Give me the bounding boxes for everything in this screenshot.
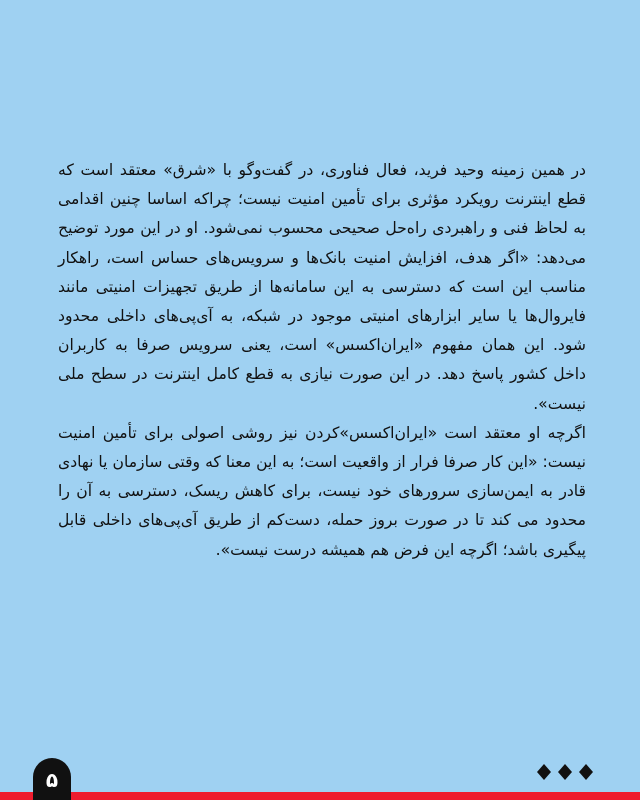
page-number: ۵ xyxy=(45,768,59,792)
footer-accent-bar xyxy=(0,792,640,800)
article-paragraph-1: در همین زمینه وحید فرید، فعال فناوری، در گفت‌وگو با «شرق» معتقد است که قطع اینترنت رویکرد مؤثری برای تأمین امنیت نیست؛ چراکه اساسا چنین اقدامی به لحاظ فنی و راهبردی راه‌حل صحیحی محسوب نمی‌شود. او در این مورد توضیح می‌دهد: «اگر هدف، افزایش امنیت بانک‌ها و سرویس‌های حساس است، راهکار مناسب این است که دسترسی به این سامانه‌ها از طریق تجهیزات امنیتی مانند فایروال‌ها یا سایر ابزارهای امنیتی موجود در شبکه، به آی‌پی‌های داخلی محدود شود. این همان مفهوم «ایران‌اکسس» است، یعنی سرویس صرفا به کاربران داخل کشور پاسخ دهد. در این صورت نیازی به قطع کامل اینترنت در سطح ملی نیست». xyxy=(58,161,586,413)
three-dots-logo-icon xyxy=(536,762,598,782)
article-paragraph-2: اگرچه او معتقد است «ایران‌اکسس»کردن نیز روشی اصولی برای تأمین امنیت نیست: «این کار صرفا فرار از واقعیت است؛ به این معنا که وقتی سازمان یا نهادی قادر به ایمن‌سازی سرورهای خود نیست، برای کاهش ریسک، دسترسی به آن را محدود می کند تا در صورت بروز حمله، دست‌کم از طریق آی‌پی‌های داخلی قابل پیگیری باشد؛ اگرچه این فرض هم همیشه درست نیست». xyxy=(58,423,586,559)
page-number-tab xyxy=(33,758,71,800)
article-body xyxy=(58,156,586,565)
